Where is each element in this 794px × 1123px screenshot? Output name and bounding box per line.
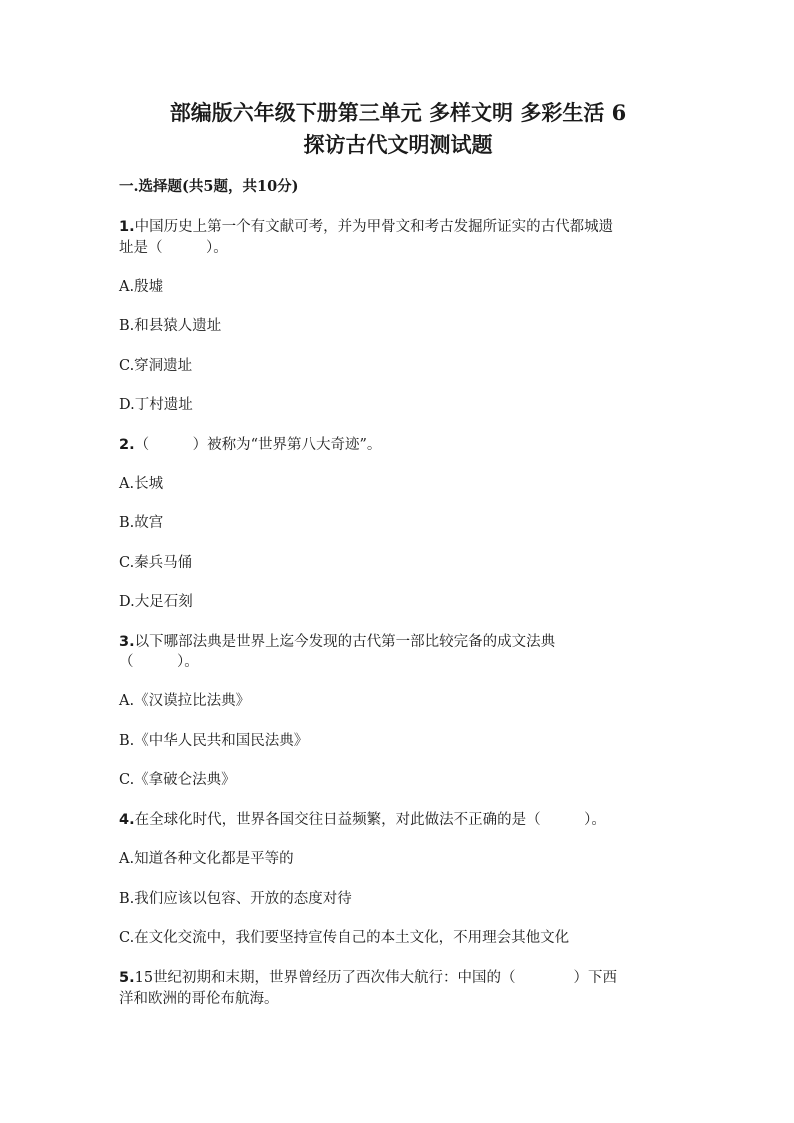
document-title-line-1: 部编版六年级下册第三单元 多样文明 多彩生活 6 (169, 100, 627, 125)
question-3-number: 3. (119, 634, 135, 650)
question-3-option-c: C.《拿破仑法典》 (119, 772, 236, 788)
question-4-option-c: C.在文化交流中，我们要坚持宣传自己的本土文化，不用理会其他文化 (119, 930, 570, 946)
question-3-option-b: B.《中华人民共和国民法典》 (119, 733, 309, 749)
question-2-stem-line-1: 2.（ ）被称为“世界第八大奇迹”。 (119, 437, 382, 453)
question-4-stem-line-1: 4.在全球化时代，世界各国交往日益频繁，对此做法不正确的是（ ）。 (119, 812, 606, 828)
question-1-stem-line-2: 址是（ ）。 (119, 240, 228, 256)
question-3-option-a: A.《汉谟拉比法典》 (119, 693, 251, 709)
question-3-stem-line-2: （ ）。 (119, 654, 199, 670)
question-1-option-c: C.穿洞遗址 (119, 358, 193, 374)
question-3-stem-line-1: 3.以下哪部法典是世界上迄今发现的古代第一部比较完备的成文法典 (119, 634, 556, 650)
question-1-number: 1. (119, 219, 135, 235)
question-1-stem-line-1: 1.中国历史上第一个有文献可考，并为甲骨文和考古发掘所证实的古代都城遗 (119, 219, 614, 235)
question-2-option-d: D.大足石刻 (119, 594, 193, 610)
question-5-number: 5. (119, 970, 135, 986)
question-2-option-a: A.长城 (119, 476, 164, 492)
question-5-stem-line-1: 5.15世纪初期和末期，世界曾经历了西次伟大航行：中国的（ ）下西 (119, 970, 618, 986)
question-1-option-a: A.殷墟 (119, 279, 164, 295)
question-4-option-b: B.我们应该以包容、开放的态度对待 (119, 891, 352, 907)
question-2-option-c: C.秦兵马俑 (119, 555, 193, 571)
question-1-option-b: B.和县猿人遗址 (119, 318, 222, 334)
document-title-line-2: 探访古代文明测试题 (303, 132, 493, 157)
section-heading: 一.选择题(共5题，共10分) (119, 178, 299, 195)
question-2-number: 2. (119, 437, 135, 453)
question-1-option-d: D.丁村遗址 (119, 397, 193, 413)
question-5-stem-line-2: 洋和欧洲的哥伦布航海。 (119, 991, 279, 1007)
question-4-number: 4. (119, 812, 135, 828)
question-2-option-b: B.故宫 (119, 515, 164, 531)
question-4-option-a: A.知道各种文化都是平等的 (119, 851, 294, 867)
